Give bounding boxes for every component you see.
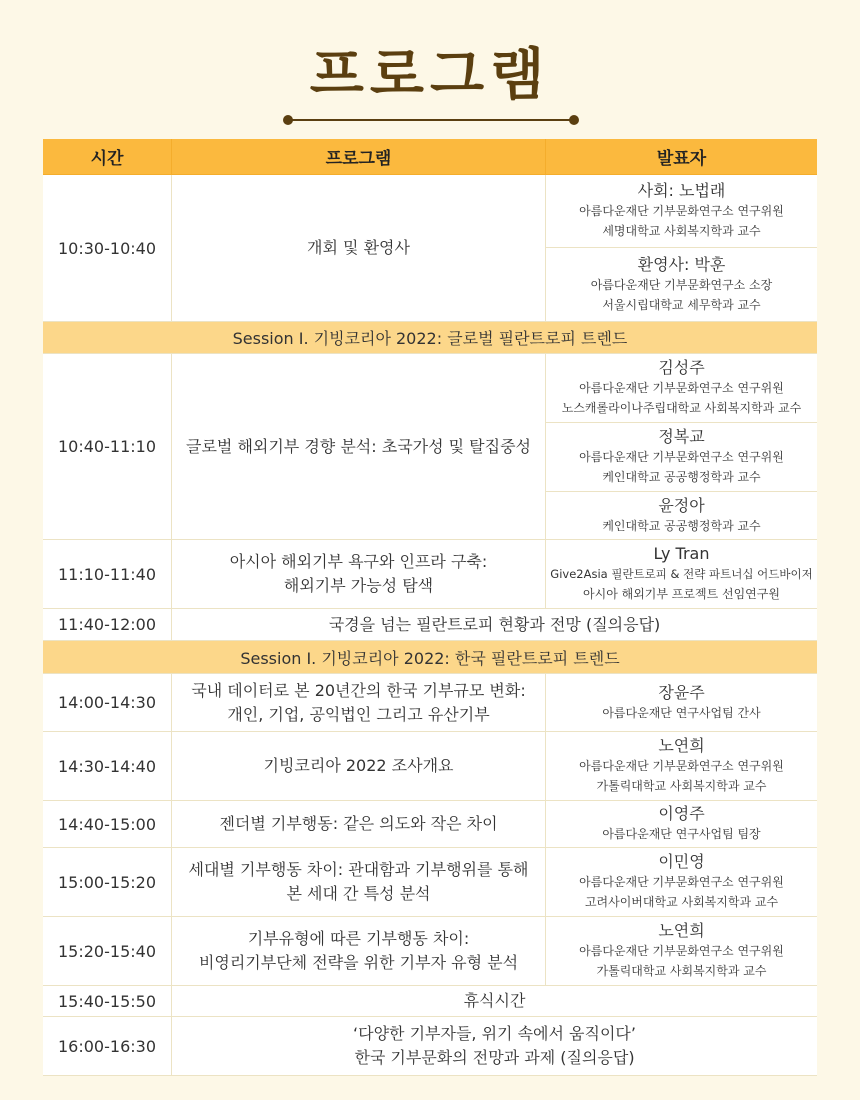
- program-line: 세대별 기부행동 차이: 관대함과 기부행위를 통해: [188, 860, 529, 879]
- program-line: 본 세대 간 특성 분석: [286, 884, 431, 903]
- program-cell: 국경을 넘는 필란트로피 현황과 전망 (질의응답): [172, 609, 817, 641]
- time-cell: 14:40-15:00: [43, 801, 172, 848]
- program-line: 한국 기부문화의 전망과 과제 (질의응답): [354, 1048, 635, 1067]
- program-cell: 개회 및 환영사: [172, 175, 546, 322]
- program-line: 국내 데이터로 본 20년간의 한국 기부규모 변화:: [191, 680, 526, 700]
- program-cell: [172, 917, 546, 986]
- page-title: 프로그램: [309, 43, 551, 108]
- time-cell: 11:40-12:00: [43, 609, 172, 641]
- speaker-affiliation: 아름다운재단 연구사업팀 간사: [602, 705, 761, 720]
- speaker-name: 환영사: 박훈: [637, 254, 726, 274]
- table-row: [43, 1017, 817, 1076]
- speaker-cell: [546, 354, 817, 540]
- speaker-cell: [546, 848, 817, 917]
- speaker-name: 윤정아: [658, 495, 705, 515]
- table-header: [43, 139, 817, 175]
- table-row: [43, 175, 817, 322]
- speaker-name: 이민영: [658, 852, 705, 871]
- speaker-affiliation: 아시아 해외기부 프로젝트 선임연구원: [583, 587, 780, 601]
- speaker-affiliation: 케인대학교 공공행정학과 교수: [602, 470, 761, 484]
- speaker-block: [546, 423, 817, 492]
- speaker-name: 노연희: [658, 736, 705, 755]
- speaker-name: 김성주: [658, 358, 705, 377]
- time-cell: 14:30-14:40: [43, 732, 172, 801]
- program-cell: 기빙코리아 2022 조사개요: [172, 732, 546, 801]
- table-row: [43, 674, 817, 732]
- speaker-affiliation: 아름다운재단 기부문화연구소 연구위원: [579, 204, 784, 218]
- speaker-name: 사회: 노법래: [637, 181, 726, 200]
- session-header: Session Ⅰ. 기빙코리아 2022: 한국 필란트로피 트렌드: [43, 641, 817, 674]
- table-row: [43, 540, 817, 609]
- speaker-affiliation: 가톨릭대학교 사회복지학과 교수: [596, 964, 767, 978]
- speaker-affiliation: 케인대학교 공공행정학과 교수: [602, 518, 761, 533]
- speaker-affiliation: 가톨릭대학교 사회복지학과 교수: [596, 779, 767, 793]
- program-cell: 젠더별 기부행동: 같은 의도와 작은 차이: [172, 801, 546, 848]
- program-cell: [172, 848, 546, 917]
- speaker-name: 정복교: [658, 427, 705, 446]
- table-row: [43, 354, 817, 540]
- speaker-affiliation: 아름다운재단 기부문화연구소 연구위원: [579, 944, 784, 958]
- program-line: 기부유형에 따른 기부행동 차이:: [247, 929, 470, 948]
- speaker-cell: [546, 732, 817, 801]
- speaker-affiliation: 아름다운재단 기부문화연구소 소장: [590, 277, 773, 292]
- speaker-affiliation: 아름다운재단 기부문화연구소 연구위원: [579, 875, 784, 889]
- program-line: 해외기부 가능성 탐색: [283, 576, 434, 595]
- speaker-block: [546, 175, 817, 248]
- speaker-affiliation: 아름다운재단 기부문화연구소 연구위원: [579, 450, 784, 464]
- speaker-name: 이영주: [658, 804, 705, 823]
- table-row: [43, 848, 817, 917]
- speaker-affiliation: Give2Asia 필란트로피 & 전략 파트너십 어드바이저: [550, 567, 813, 581]
- speaker-cell: [546, 917, 817, 986]
- speaker-affiliation: 아름다운재단 기부문화연구소 연구위원: [579, 759, 784, 773]
- program-line: 비영리기부단체 전략을 위한 기부자 유형 분석: [198, 953, 519, 972]
- header-program: 프로그램: [172, 139, 546, 175]
- table-row: [43, 609, 817, 641]
- speaker-cell: [546, 801, 817, 848]
- speaker-cell: [546, 674, 817, 732]
- program-line: ‘다양한 기부자들, 위기 속에서 움직이다’: [353, 1024, 636, 1043]
- speaker-cell: [546, 175, 817, 322]
- program-cell: 휴식시간: [172, 986, 817, 1017]
- speaker-cell: [546, 540, 817, 609]
- speaker-affiliation: 세명대학교 사회복지학과 교수: [602, 224, 761, 238]
- time-cell: 15:40-15:50: [43, 986, 172, 1017]
- program-line: 개인, 기업, 공익법인 그리고 유산기부: [227, 704, 490, 724]
- speaker-affiliation: 고려사이버대학교 사회복지학과 교수: [584, 895, 779, 909]
- program-line: 아시아 해외기부 욕구와 인프라 구축:: [229, 552, 488, 571]
- program-cell: 글로벌 해외기부 경향 분석: 초국가성 및 탈집중성: [172, 354, 546, 540]
- table-row: [43, 732, 817, 801]
- speaker-block: [546, 492, 817, 539]
- speaker-affiliation: 노스캐롤라이나주립대학교 사회복지학과 교수: [561, 401, 802, 415]
- time-cell: 15:00-15:20: [43, 848, 172, 917]
- time-cell: 10:40-11:10: [43, 354, 172, 540]
- program-cell: [172, 1017, 817, 1076]
- table-row: [43, 917, 817, 986]
- program-cell: [172, 540, 546, 609]
- time-cell: 11:10-11:40: [43, 540, 172, 609]
- time-cell: 10:30-10:40: [43, 175, 172, 322]
- speaker-block: [546, 248, 817, 321]
- speaker-affiliation: 아름다운재단 연구사업팀 팀장: [602, 827, 761, 841]
- speaker-affiliation: 서울시립대학교 세무학과 교수: [602, 297, 761, 312]
- header-speaker: 발표자: [546, 139, 817, 175]
- speaker-name: Ly Tran: [653, 544, 710, 563]
- table-row: [43, 801, 817, 848]
- program-cell: [172, 674, 546, 732]
- speaker-affiliation: 아름다운재단 기부문화연구소 연구위원: [579, 381, 784, 395]
- time-cell: 16:00-16:30: [43, 1017, 172, 1076]
- table-row: [43, 986, 817, 1017]
- speaker-name: 노연희: [658, 921, 705, 940]
- header-time: 시간: [43, 139, 172, 175]
- speaker-block: [546, 354, 817, 423]
- title-divider: [282, 113, 580, 127]
- time-cell: 15:20-15:40: [43, 917, 172, 986]
- time-cell: 14:00-14:30: [43, 674, 172, 732]
- speaker-name: 장윤주: [658, 682, 705, 702]
- session-header: Session Ⅰ. 기빙코리아 2022: 글로벌 필란트로피 트렌드: [43, 322, 817, 354]
